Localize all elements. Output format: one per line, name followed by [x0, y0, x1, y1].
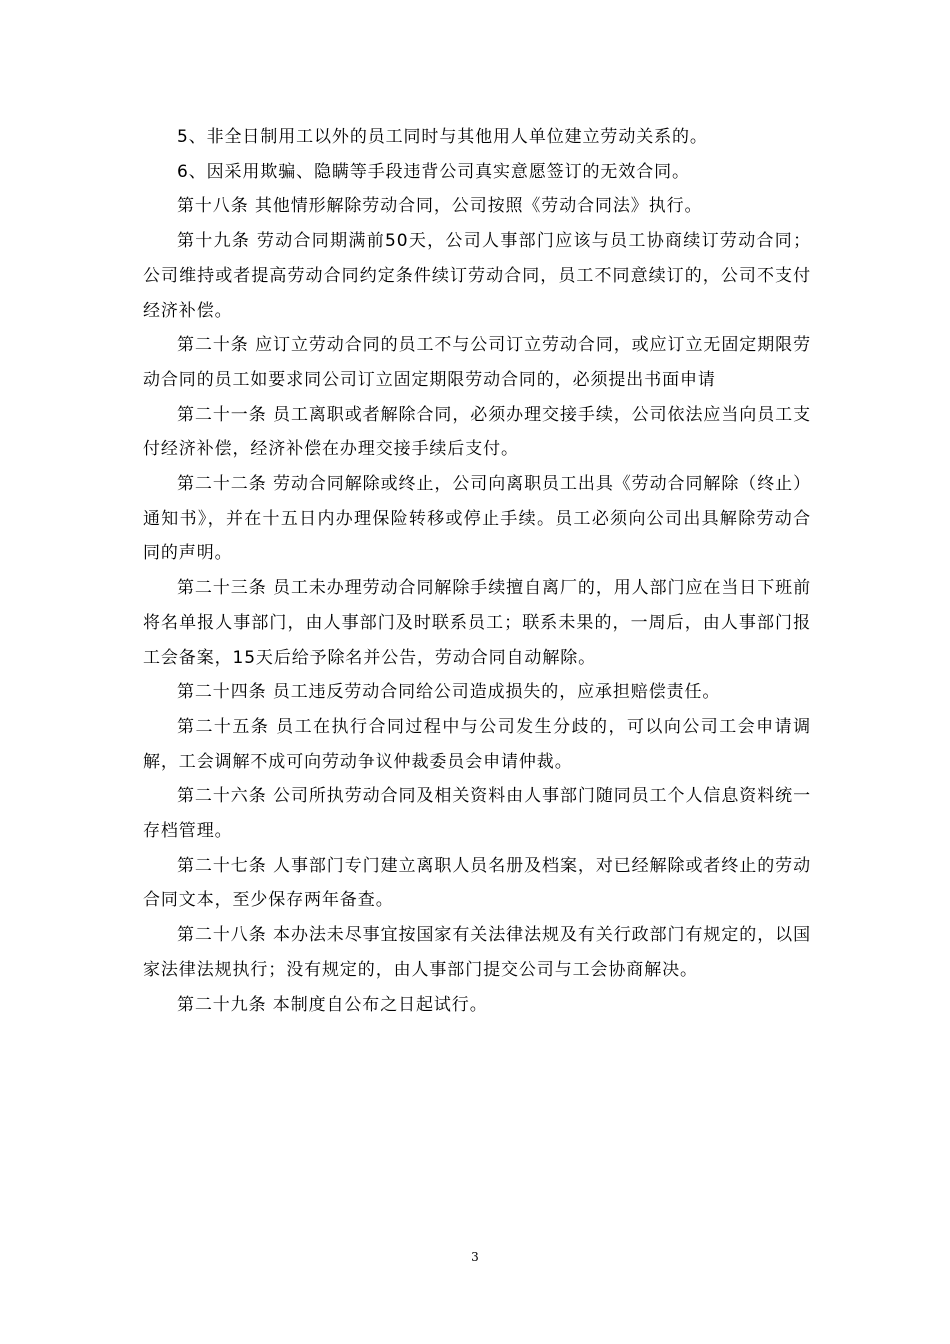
paragraph-item-6: 6、因采用欺骗、隐瞒等手段违背公司真实意愿签订的无效合同。 [177, 161, 690, 182]
article-28: 第二十八条 本办法未尽事宜按国家有关法律法规及有关行政部门有规定的，以国家法律法规执行；没有规定的，由人事部门提交公司与工会协商解决。 [143, 925, 811, 980]
article-22: 第二十二条 劳动合同解除或终止，公司向离职员工出具《劳动合同解除（终止）通知书》，并在十五日内办理保险转移或停止手续。员工必须向公司出具解除劳动合同的声明。 [143, 474, 811, 564]
article-24: 第二十四条 员工违反劳动合同给公司造成损失的，应承担赔偿责任。 [177, 682, 721, 703]
page-number: 3 [471, 1250, 479, 1264]
article-18: 第十八条 其他情形解除劳动合同，公司按照《劳动合同法》执行。 [177, 196, 703, 217]
article-23: 第二十三条 员工未办理劳动合同解除手续擅自离厂的，用人部门应在当日下班前将名单报人事部门，由人事部门及时联系员工；联系未果的，一周后，由人事部门报工会备案，15天后给予除名并公告，劳动合同自动解除。 [143, 578, 811, 668]
article-27: 第二十七条 人事部门专门建立离职人员名册及档案，对已经解除或者终止的劳动合同文本，至少保存两年备查。 [143, 855, 811, 911]
article-29: 第二十九条 本制度自公布之日起试行。 [177, 994, 488, 1015]
document-body [143, 120, 811, 1022]
article-20: 第二十条 应订立劳动合同的员工不与公司订立劳动合同，或应订立无固定期限劳动合同的员工如要求同公司订立固定期限劳动合同的，必须提出书面申请 [143, 335, 811, 390]
article-21: 第二十一条 员工离职或者解除合同，必须办理交接手续，公司依法应当向员工支付经济补偿，经济补偿在办理交接手续后支付。 [143, 404, 811, 460]
article-19: 第十九条 劳动合同期满前50天，公司人事部门应该与员工协商续订劳动合同；公司维持或者提高劳动合同约定条件续订劳动合同，员工不同意续订的，公司不支付经济补偿。 [143, 231, 811, 321]
paragraph-item-5: 5、非全日制用工以外的员工同时与其他用人单位建立劳动关系的。 [177, 127, 708, 147]
article-25: 第二十五条 员工在执行合同过程中与公司发生分歧的，可以向公司工会申请调解，工会调解不成可向劳动争议仲裁委员会申请仲裁。 [143, 716, 811, 772]
article-26: 第二十六条 公司所执劳动合同及相关资料由人事部门随同员工个人信息资料统一存档管理。 [143, 786, 811, 842]
